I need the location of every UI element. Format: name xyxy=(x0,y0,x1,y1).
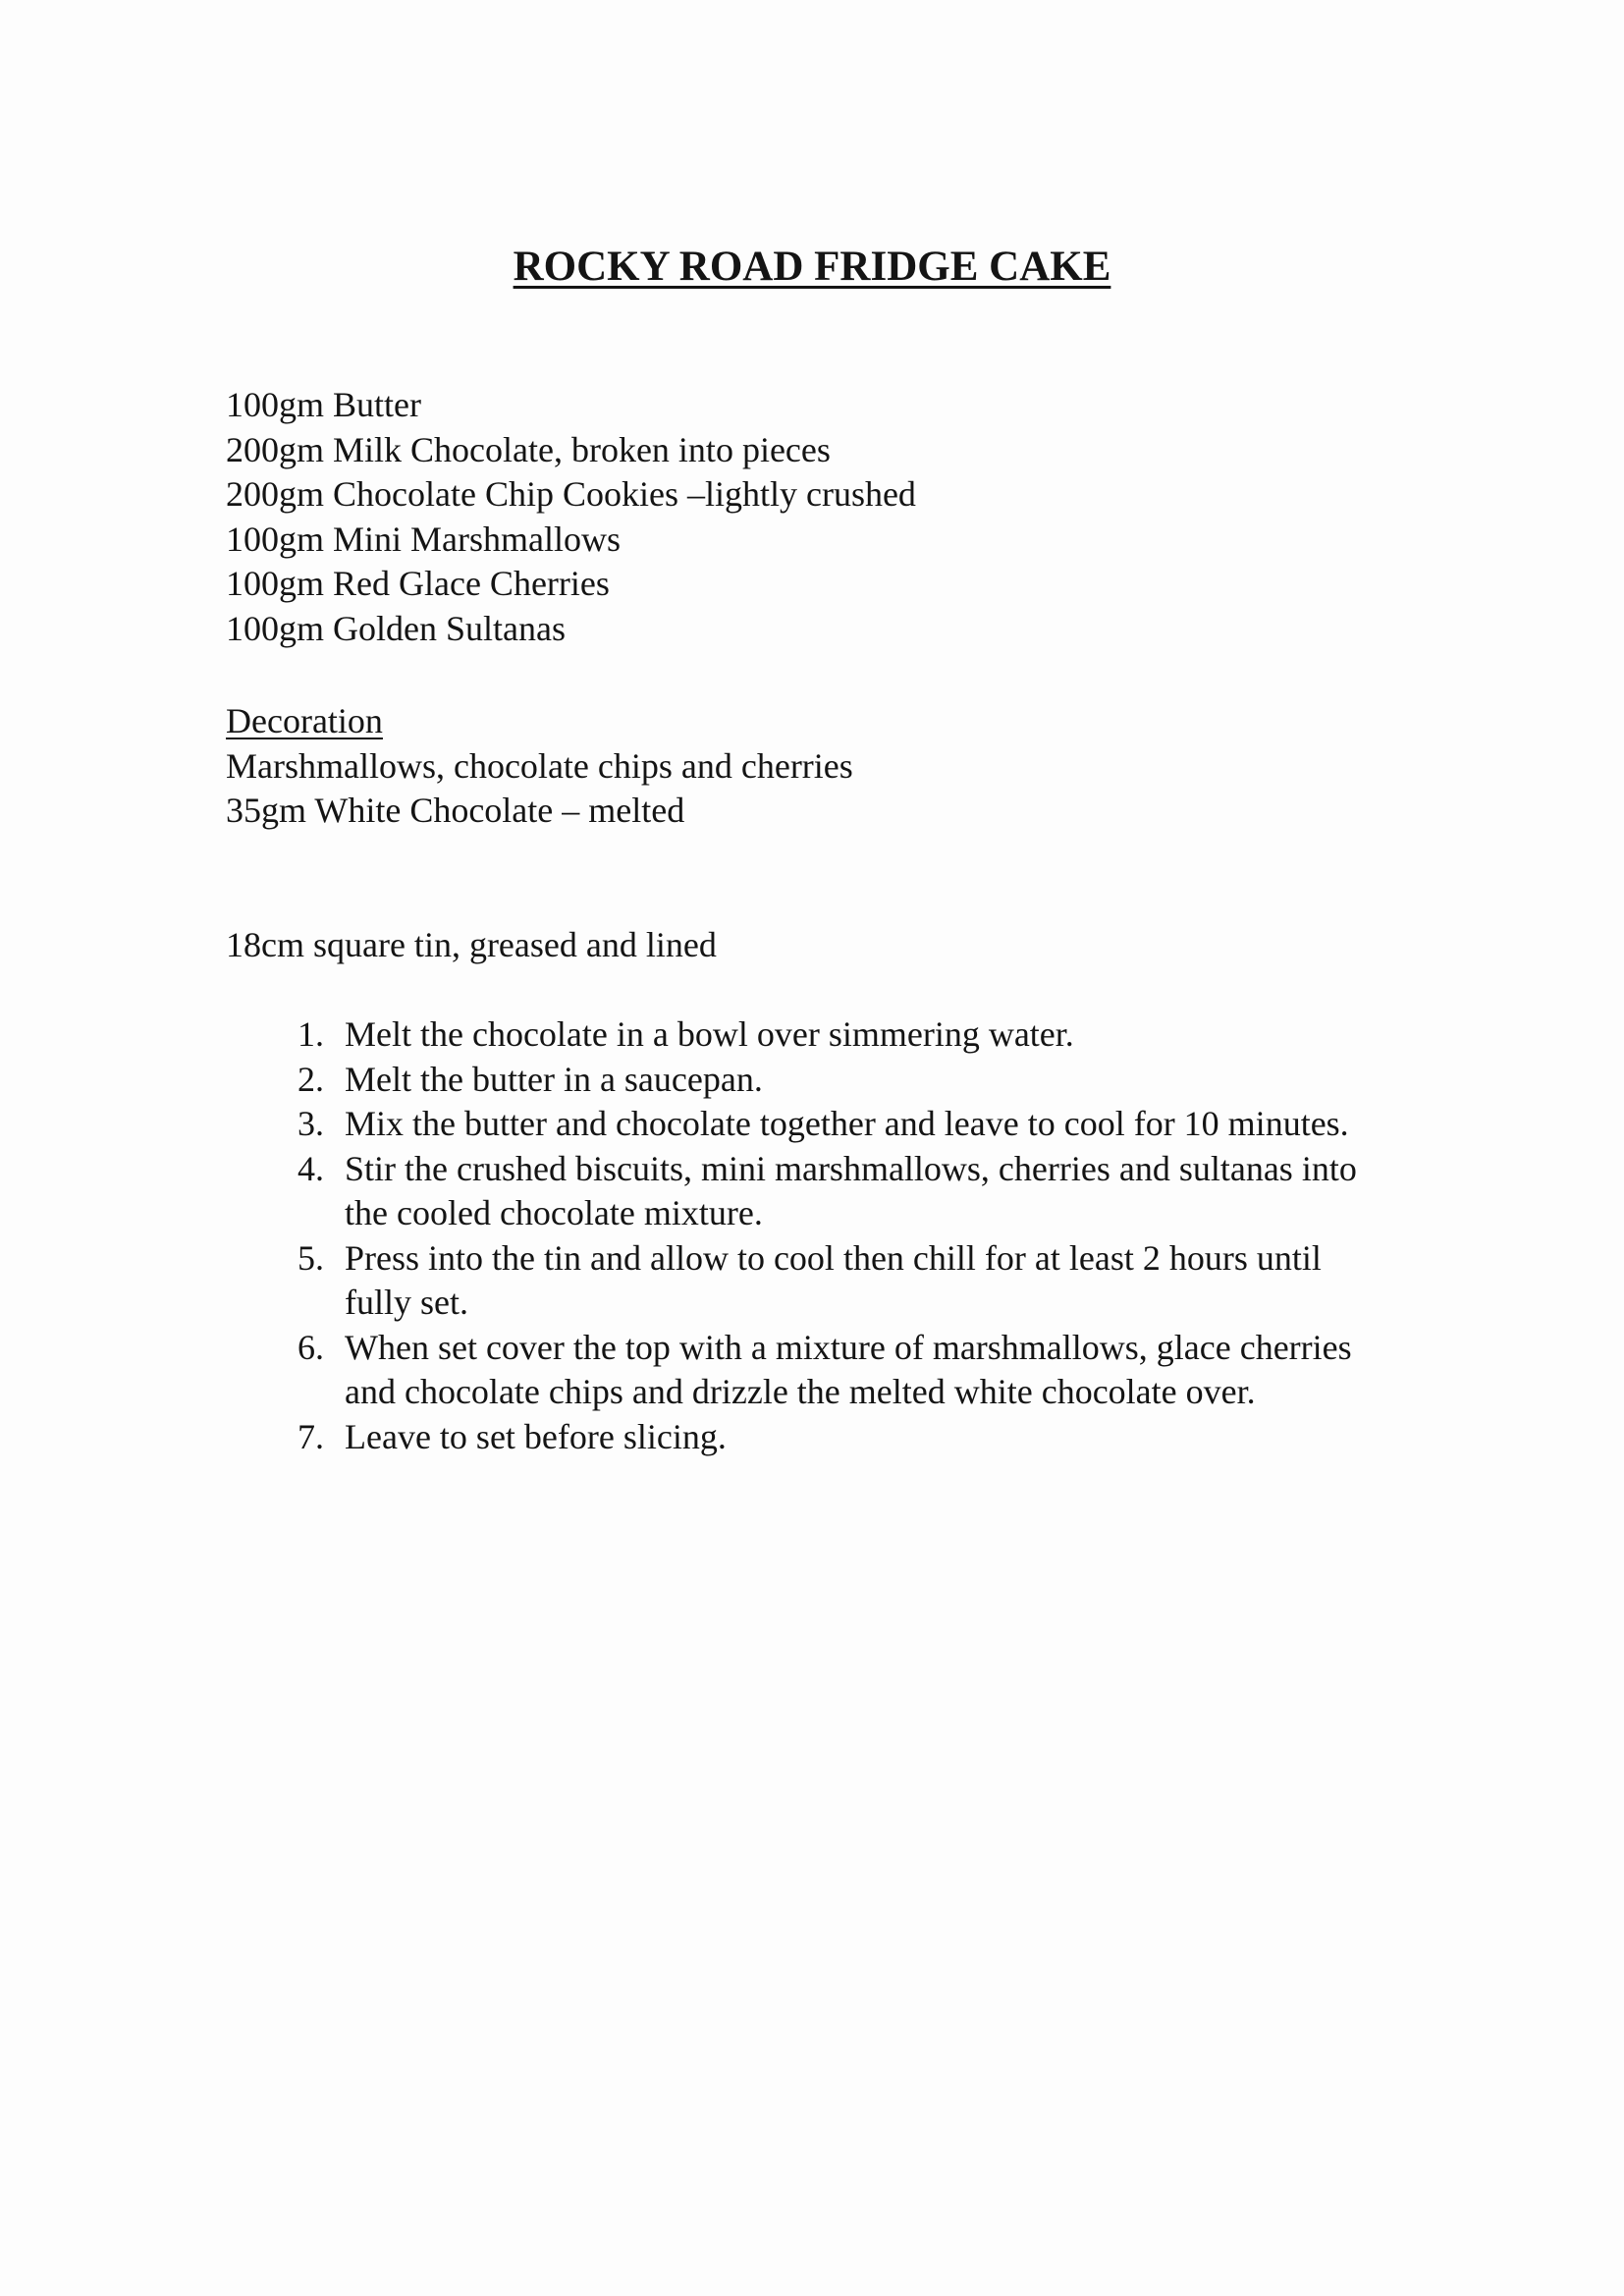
ingredient-item: 100gm Mini Marshmallows xyxy=(226,519,621,559)
decoration-item: Marshmallows, chocolate chips and cherries xyxy=(226,745,853,786)
step-text: Mix the butter and chocolate together and leave to cool for 10 minutes. xyxy=(345,1104,1349,1143)
step-text: Stir the crushed biscuits, mini marshmallows, cherries and sultanas into the cooled chocolate mixture. xyxy=(345,1148,1357,1232)
step-text: Melt the chocolate in a bowl over simmering water. xyxy=(345,1014,1074,1054)
method-step xyxy=(265,1012,1394,1058)
ingredients-list xyxy=(226,383,916,651)
ingredient-item: 100gm Red Glace Cherries xyxy=(226,564,610,603)
step-number: 7. xyxy=(298,1416,324,1456)
decoration-heading: Decoration xyxy=(226,701,383,740)
step-number: 5. xyxy=(298,1237,324,1278)
step-number: 4. xyxy=(298,1148,324,1188)
decoration-item: 35gm White Chocolate – melted xyxy=(226,791,685,830)
method-step xyxy=(265,1415,1394,1460)
step-number: 6. xyxy=(298,1327,324,1367)
step-text: Melt the butter in a saucepan. xyxy=(345,1059,763,1099)
ingredient-item: 200gm Milk Chocolate, broken into pieces xyxy=(226,429,831,469)
ingredient-item: 100gm Golden Sultanas xyxy=(226,608,566,648)
recipe-title-text: ROCKY ROAD FRIDGE CAKE xyxy=(513,244,1111,290)
method-step xyxy=(265,1147,1394,1236)
method-steps xyxy=(265,1012,1394,1459)
recipe-title xyxy=(0,242,1624,293)
decoration-section xyxy=(226,699,853,834)
ingredient-item: 200gm Chocolate Chip Cookies –lightly crushed xyxy=(226,474,916,514)
ingredient-item: 100gm Butter xyxy=(226,385,421,424)
method-step xyxy=(265,1102,1394,1147)
method-step xyxy=(265,1326,1394,1415)
method-step xyxy=(265,1236,1394,1326)
step-text: When set cover the top with a mixture of marshmallows, glace cherries and chocolate chips and drizzle the melted white chocolate over. xyxy=(345,1327,1352,1411)
step-number: 2. xyxy=(298,1059,324,1099)
step-text: Press into the tin and allow to cool then chill for at least 2 hours until fully set. xyxy=(345,1237,1322,1322)
step-number: 1. xyxy=(298,1014,324,1054)
tin-instructions: 18cm square tin, greased and lined xyxy=(226,925,717,964)
step-number: 3. xyxy=(298,1104,324,1143)
step-text: Leave to set before slicing. xyxy=(345,1416,727,1456)
method-step xyxy=(265,1058,1394,1103)
